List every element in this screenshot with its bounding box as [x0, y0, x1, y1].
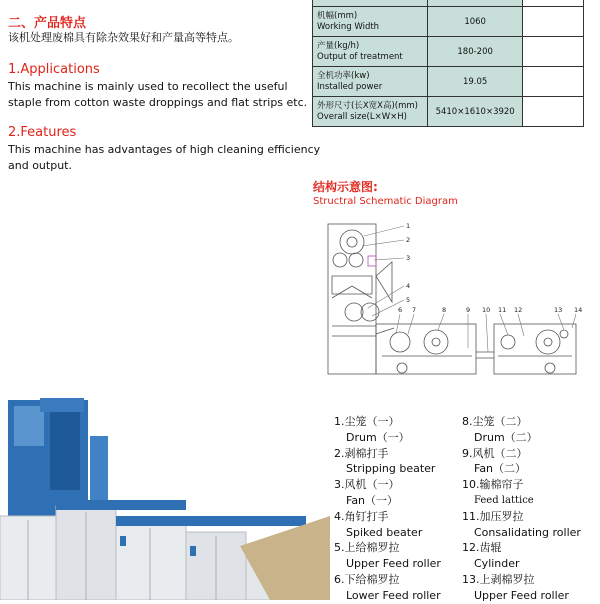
legend-item-cn: 8.尘笼（二） [462, 415, 528, 428]
spec-value: 1060 [428, 7, 522, 37]
legend-item-en: Feed lattice [474, 494, 534, 506]
diagram-number: 10 [482, 306, 491, 314]
features-line-1: This machine has advantages of high cleaning efficiency [8, 143, 321, 156]
spec-label-en: Installed power [317, 81, 383, 92]
diagram-number: 6 [398, 306, 403, 314]
legend-item-en: Stripping beater [346, 462, 436, 476]
spec-value: 5410×1610×3920 [428, 97, 522, 127]
machine-photo [0, 396, 330, 600]
diagram-cylinder [536, 330, 560, 354]
legend-item-cn: 12.齿辊 [462, 541, 502, 555]
spec-label-cn: 机幅(mm) [317, 10, 358, 21]
spec-label-cn: 外形尺寸(长X宽X高)(mm) [317, 100, 418, 111]
diagram-consolidating-roller [501, 335, 515, 349]
spec-row [313, 37, 584, 67]
diagram-number: 5 [406, 296, 411, 304]
diagram-tall-unit [328, 224, 376, 374]
spec-row [313, 97, 584, 127]
intro-text: 该机处理废棉具有除杂效果好和产量高等特点。 [8, 31, 239, 44]
schematic-diagram [318, 216, 590, 386]
legend-item-en: Spiked beater [346, 525, 423, 539]
legend-item-cn: 5.上给棉罗拉 [334, 541, 400, 555]
diagram-title-cn: 结构示意图: [313, 180, 378, 194]
legend-item-cn: 10.输棉帘子 [462, 478, 524, 492]
diagram-number: 14 [574, 306, 583, 314]
legend-item-en: Drum（二） [474, 430, 538, 444]
diagram-number: 11 [498, 306, 507, 314]
spec-label-cn: 产量(kg/h) [317, 40, 360, 51]
features-heading: 2.Features [8, 125, 77, 140]
legend-item-en: Fan（二） [474, 462, 527, 476]
legend-item-cn: 2.剥棉打手 [334, 446, 389, 460]
spec-label-en: Overall size(L×W×H) [317, 111, 407, 122]
legend-item-cn: 9.风机（二） [462, 446, 528, 460]
diagram-upper-stripping-roller [560, 330, 568, 338]
applications-line-2: staple from cotton waste droppings and flat strips etc. [8, 96, 308, 109]
spec-value: 19.05 [428, 67, 522, 97]
spec-table [312, 0, 584, 127]
legend-item-en: Cylinder [474, 557, 520, 571]
legend-item-en: Consalidating roller [474, 525, 581, 539]
spec-row [313, 7, 584, 37]
legend-item-en: Lower Feed roller [346, 588, 441, 602]
legend-item-cn: 13.上剥棉罗拉 [462, 572, 535, 586]
legend-item-cn: 6.下给棉罗拉 [334, 572, 400, 586]
diagram-number: 8 [442, 306, 447, 314]
legend-item-en: Drum（一） [346, 430, 410, 444]
diagram-drum-1 [340, 230, 364, 254]
applications-heading: 1.Applications [8, 62, 100, 77]
diagram-number: 4 [406, 282, 411, 290]
diagram-feed-lattice [476, 352, 494, 358]
diagram-stripping-beater [333, 253, 347, 267]
spec-label-en: Working Width [317, 21, 380, 32]
legend-item-cn: 3.风机（一） [334, 478, 400, 492]
diagram-number: 2 [406, 236, 411, 244]
diagram-number: 1 [406, 222, 411, 230]
legend-right [462, 414, 581, 604]
diagram-number: 13 [554, 306, 563, 314]
applications-line-1: This machine is mainly used to recollect the useful [8, 80, 288, 93]
spec-label-en: Output of treatment [317, 51, 403, 62]
legend-item-en: Fan（一） [346, 493, 399, 507]
features-line-2: and output. [8, 159, 72, 172]
diagram-number: 9 [466, 306, 471, 314]
section-title: 二、产品特点 [8, 16, 87, 31]
legend-item-cn: 11.加压罗拉 [462, 509, 524, 523]
legend-item-cn: 1.尘笼（一） [334, 415, 400, 428]
spec-row [313, 67, 584, 97]
diagram-spiked-beater [345, 303, 363, 321]
legend-left [334, 414, 441, 604]
legend-item-cn: 4.角钉打手 [334, 509, 389, 523]
legend-item-en: Upper Feed roller [474, 588, 569, 602]
legend-item-en: Upper Feed roller [346, 557, 441, 571]
diagram-number: 3 [406, 254, 411, 262]
diagram-drum-2 [390, 332, 410, 352]
diagram-title-en: Structral Schematic Diagram [313, 196, 458, 207]
spec-label-cn: 全机功率(kw) [317, 70, 370, 81]
spec-value: 180-200 [428, 37, 522, 67]
diagram-number: 7 [412, 306, 417, 314]
diagram-number: 12 [514, 306, 523, 314]
